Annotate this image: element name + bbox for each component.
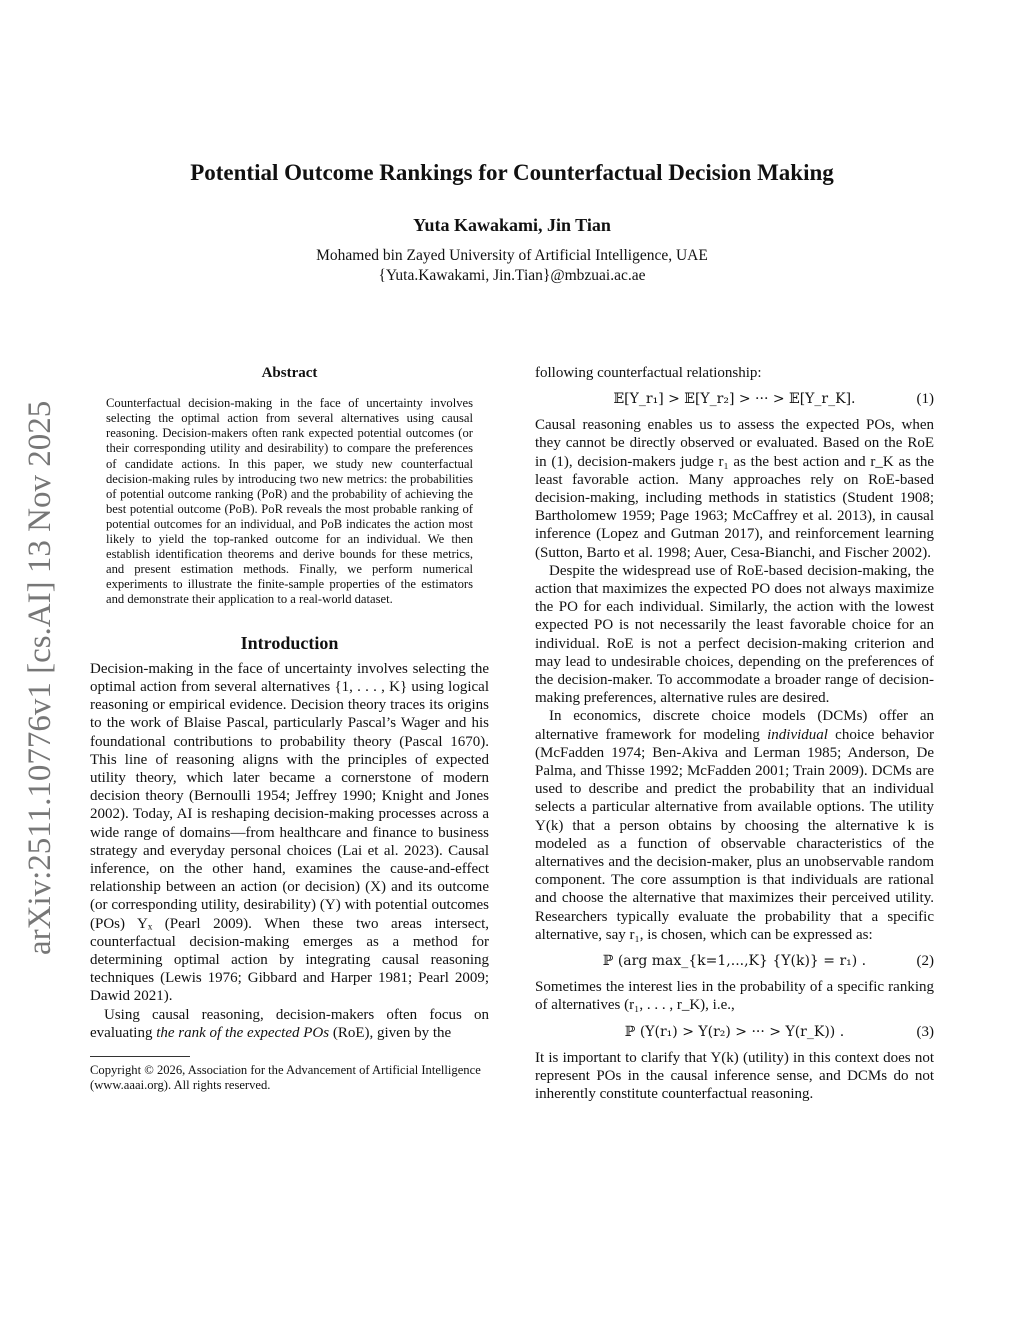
affiliation: Mohamed bin Zayed University of Artificial Intelligence, UAE [316, 247, 708, 264]
equation-2-formula: ℙ (arg max_{k=1,...,K} {Y(k)} = r₁) . [602, 953, 867, 970]
arxiv-sidebar-id: arXiv:2511.10776v1 [cs.AI] 13 Nov 2025 [22, 400, 58, 955]
economics-emphasis: individual [767, 726, 828, 743]
ranking-paragraph: Sometimes the interest lies in the probability of a specific ranking of alternatives (r₁, . . . , r_K), i.e., [535, 979, 934, 1014]
intro-paragraph-1: Decision-making in the face of uncertainty involves selecting the optimal action from several alternatives {1, . . . , K} using logical reasoning or empirical evidence. Decision theory traces its origins to the work of Blaise Pascal, particularly Pascal’s Wager and his foundational contributions to probability theory (Pascal 1670). This line of reasoning aligns with the principles of expected utility theory, which later became a cornerstone of modern decision theory (Bernoulli 1954; Jeffrey 1990; Knight and Jones 2002). Today, AI is reshaping decision-making processes across a wide range of domains—from healthcare and finance to business strategy and everyday personal choices (Lai et al. 2023). Causal inference, on the other hand, examines the cause-and-effect relationship between an action (or decision) (X) and its outcome (or corresponding utility, desirability) (Y) with potential outcomes (POs) Yₓ (Pearl 2009). When these two areas intersect, counterfactual decision-making emerges as a method for determining optimal action by integrating causal reasoning techniques (Lewis 1976; Gibbard and Harper 1981; Pearl 2009; Dawid 2021). [90, 660, 489, 1005]
footnote-rule [90, 1056, 190, 1057]
right-column [535, 364, 934, 1103]
paper-title: Potential Outcome Rankings for Counterfactual Decision Making [190, 160, 834, 185]
equation-1-formula: 𝔼[Y_r₁] > 𝔼[Y_r₂] > ··· > 𝔼[Y_r_K]. [613, 391, 856, 408]
left-column [90, 364, 489, 1094]
abstract-heading: Abstract [261, 365, 318, 381]
abstract-text: Counterfactual decision-making in the face of uncertainty involves selecting the optimal action from several alternatives using causal reasoning. Decision-makers often rank expected potential outcomes (or their corresponding utility and desirability) to compare the preferences of candidate actions. In this paper, we study new counterfactual decision-making rules by introducing two new metrics: the probabilities of potential outcome ranking (PoR) and the probability of achieving the best potential outcome (PoB). PoR reveals the most probable ranking of potential outcomes for an individual, and PoB indicates the action most likely to yield the top-ranked outcome for an individual. We then establish identification theorems and derive bounds for these metrics, and present estimation methods. Finally, we perform numerical experiments to illustrate the finite-sample properties of the estimators and demonstrate their application to a real-world dataset. [106, 396, 473, 607]
copyright-footnote: Copyright © 2026, Association for the Advancement of Artificial Intelligence (www.aaai.org). All rights reserved. [90, 1062, 481, 1093]
equation-1-number: (1) [916, 391, 934, 408]
economics-text-b: choice behavior (McFadden 1974; Ben-Akiva and Lerman 1985; Anderson, De Palma, and Thisse 1992; McFadden 2001; Train 2009). DCMs are used to describe and predict the probability that an individual selects a particular alternative from available options. The utility Y(k) that a person obtains by choosing the alternative k is modeled as a function of observable characteristics of the alternatives and the decision-maker, plus an unobservable random component. The core assumption is that individuals are rational and choose the alternative that maximizes their perceived utility. Researchers typically evaluate the probability that a specific alternative, say r₁, is chosen, which can be expressed as: [535, 726, 935, 943]
intro-p2-text-b: (RoE), given by the [332, 1024, 452, 1041]
right-lead-text: following counterfactual relationship: [535, 365, 762, 381]
equation-3-formula: ℙ (Y(r₁) > Y(r₂) > ··· > Y(r_K)) . [624, 1023, 845, 1040]
introduction-heading: Introduction [240, 632, 339, 653]
equation-1 [535, 388, 934, 410]
intro-paragraph-2 [90, 1006, 489, 1042]
economics-text-a: In economics, discrete choice models (DCMs) offer an alternative framework for modeling [535, 708, 934, 743]
equation-2 [535, 950, 934, 972]
equation-3-number: (3) [916, 1023, 934, 1040]
despite-paragraph: Despite the widespread use of RoE-based decision-making, the action that maximizes the expected PO does not always maximize the PO for each individual. Similarly, the action with the lowest expected PO is not necessarily the least favorable choice for an individual. RoE is not a perfect decision-making criterion and may lead to undesirable choices, depending on the preferences of the decision-maker. To accommodate a broader range of decision-making preferences, alternative rules are desired. [535, 562, 934, 707]
author-list: Yuta Kawakami, Jin Tian [413, 215, 611, 235]
intro-p2-text-a: Using causal reasoning, decision-makers often focus on evaluating [90, 1006, 489, 1041]
equation-3 [535, 1021, 934, 1043]
clarify-paragraph: It is important to clarify that Y(k) (utility) in this context does not represent POs in the causal inference sense, and DCMs do not inherently constitute counterfactual reasoning. [535, 1049, 934, 1102]
intro-p2-emphasis: the rank of the expected POs [156, 1024, 330, 1041]
equation-2-number: (2) [916, 953, 934, 970]
economics-paragraph [535, 707, 934, 944]
causal-reasoning-paragraph: Causal reasoning enables us to assess the expected POs, when they cannot be directly observed or evaluated. Based on the RoE in (1), decision-makers judge r₁ as the best action and r_K as the least favorable action. Many approaches rely on RoE-based decision-making, including methods in statistics (Student 1908; Bartholomew 1959; Page 1963; McCaffrey et al. 2013), in causal inference (Lopez and Gutman 2017), and reinforcement learning (Sutton, Barto et al. 1998; Auer, Cesa-Bianchi, and Fischer 2002). [535, 417, 934, 561]
affiliation-block [0, 246, 1024, 286]
email[interactable]: {Yuta.Kawakami, Jin.Tian}@mbzuai.ac.ae [378, 267, 646, 284]
